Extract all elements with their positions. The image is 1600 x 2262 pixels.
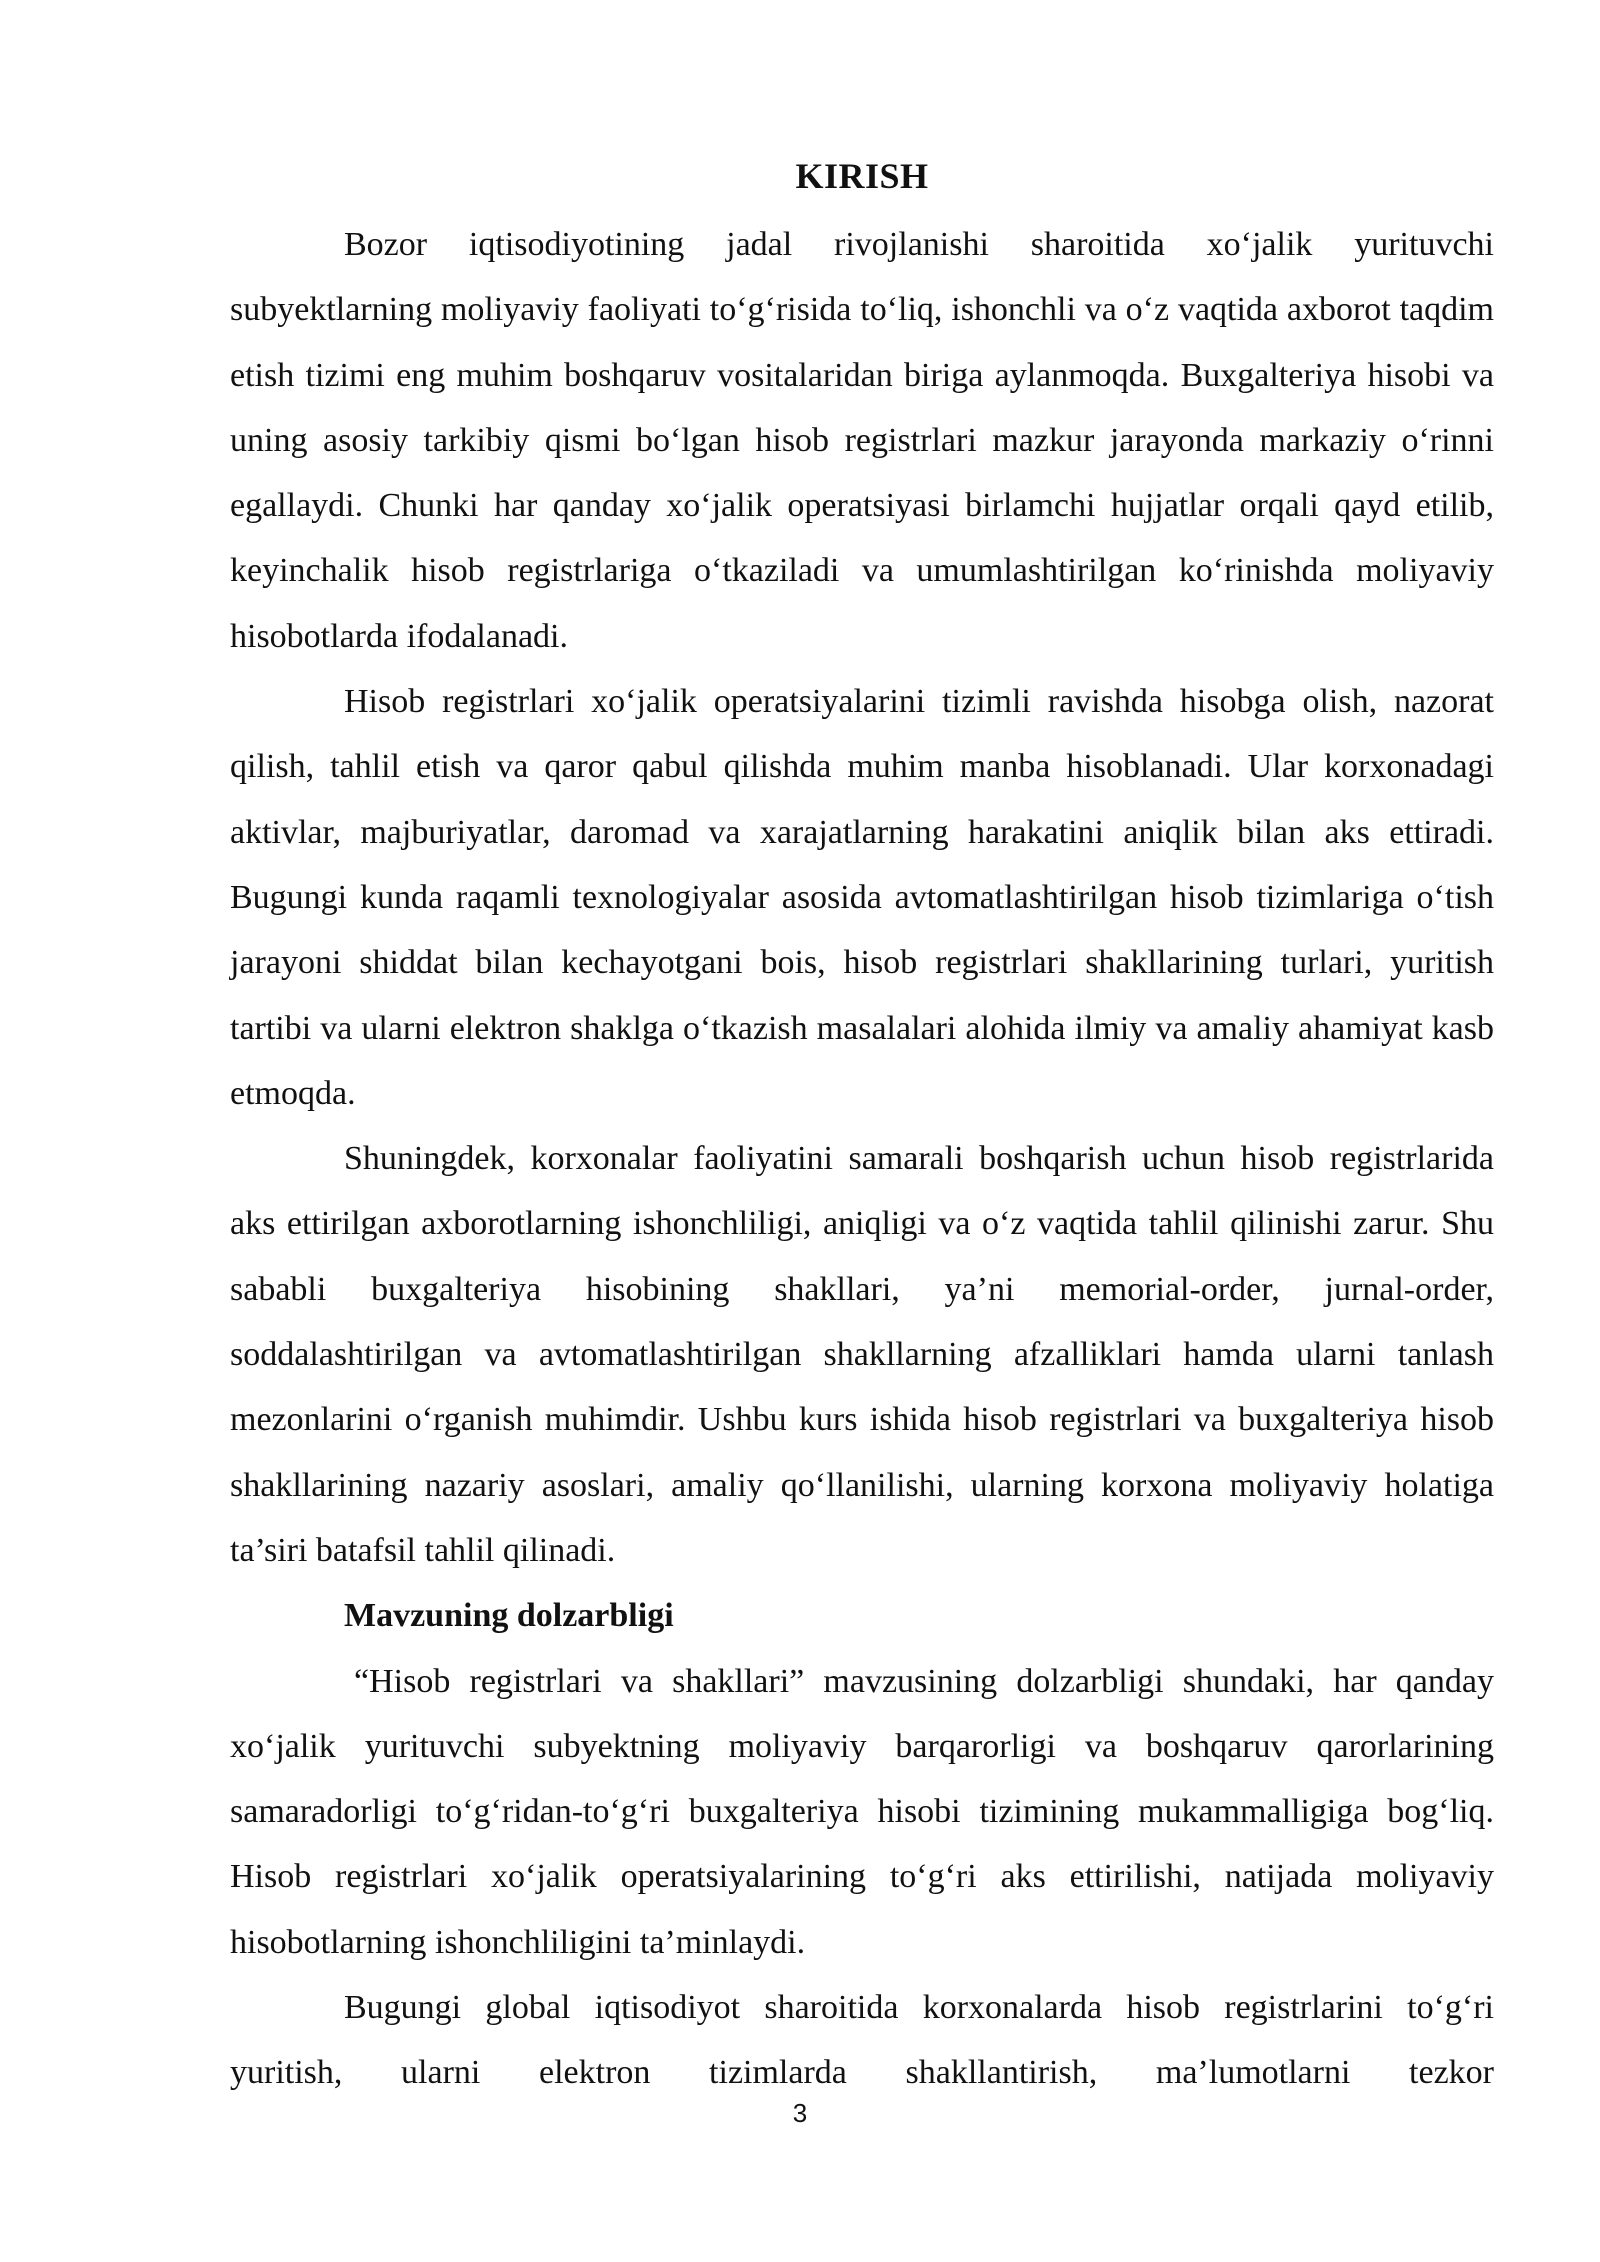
page-number: 3 <box>792 2098 808 2128</box>
paragraph-intro-1: Bozor iqtisodiyotining jadal rivojlanishi sharoitida xo‘jalik yurituvchi subyektlarning moliyaviy faoliyati to‘g‘risida to‘liq, ishonchli va o‘z vaqtida axborot taqdim etish tizimi eng muhim boshqaruv vositalaridan biriga aylanmoqda. Buxgalteriya hisobi va uning asosiy tarkibiy qismi bo‘lgan hisob registrlari mazkur jarayonda markaziy o‘rinni egallaydi. Chunki har qanday xo‘jalik operatsiyasi birlamchi hujjatlar orqali qayd etilib, keyinchalik hisob registrlariga o‘tkaziladi va umumlashtirilgan ko‘rinishda moliyaviy hisobotlarda ifodalanadi. <box>230 226 1494 655</box>
page-content <box>230 148 1494 2106</box>
paragraph-intro-2: Hisob registrlari xo‘jalik operatsiyalarini tizimli ravishda hisobga olish, nazorat qilish, tahlil etish va qaror qabul qilishda muhim manba hisoblanadi. Ular korxonadagi aktivlar, majburiyatlar, daromad va xarajatlarning harakatini aniqlik bilan aks ettiradi. Bugungi kunda raqamli texnologiyalar asosida avtomatlashtirilgan hisob tizimlariga o‘tish jarayoni shiddat bilan kechayotgani bois, hisob registrlari shakllarining turlari, yuritish tartibi va ularni elektron shaklga o‘tkazish masalalari alohida ilmiy va amaliy ahamiyat kasb etmoqda. <box>230 683 1494 1112</box>
paragraph-intro-3: Shuningdek, korxonalar faoliyatini samarali boshqarish uchun hisob registrlarida aks ettirilgan axborotlarning ishonchliligi, aniqligi va o‘z vaqtida tahlil qilinishi zarur. Shu sababli buxgalteriya hisobining shakllari, ya’ni memorial-order, jurnal-order, soddalashtirilgan va avtomatlashtirilgan shakllarning afzalliklari hamda ularni tanlash mezonlarini o‘rganish muhimdir. Ushbu kurs ishida hisob registrlari va buxgalteriya hisob shakllarining nazariy asoslari, amaliy qo‘llanilishi, ularning korxona moliyaviy holatiga ta’siri batafsil tahlil qilinadi. <box>230 1140 1494 1569</box>
section-heading: Mavzuning dolzarbligi <box>344 1597 674 1635</box>
page-title: KIRISH <box>795 156 929 196</box>
paragraph-relevance-2: Bugungi global iqtisodiyot sharoitida korxonalarda hisob registrlarini to‘g‘ri yuritish, ularni elektron tizimlarda shakllantirish, ma’lumotlarni tezkor <box>230 1989 1494 2092</box>
paragraph-relevance-1: “Hisob registrlari va shakllari” mavzusining dolzarbligi shundaki, har qanday xo‘jalik yurituvchi subyektning moliyaviy barqarorligi va boshqaruv qarorlarining samaradorligi to‘g‘ridan-to‘g‘ri buxgalteriya hisobi tizimining mukammalligiga bog‘liq. Hisob registrlari xo‘jalik operatsiyalarining to‘g‘ri aks ettirilishi, natijada moliyaviy hisobotlarning ishonchliligini ta’minlaydi. <box>230 1662 1494 1961</box>
